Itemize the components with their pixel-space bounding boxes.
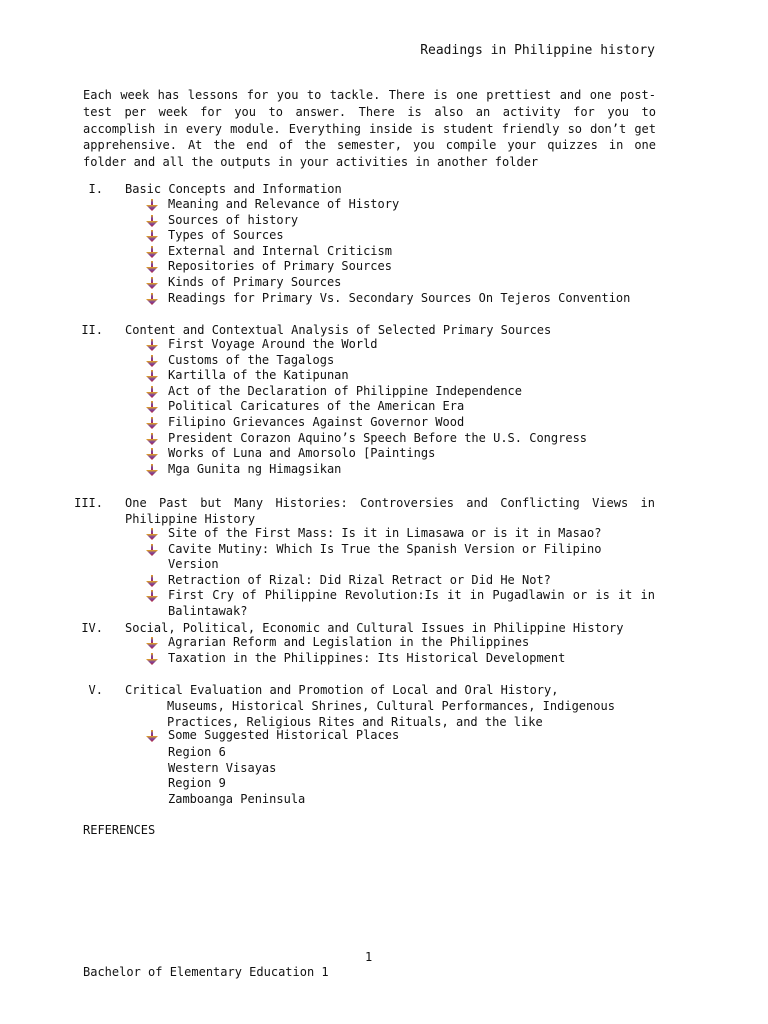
down-arrow-icon: [145, 246, 159, 258]
section-4-list: [145, 635, 655, 666]
section-5-list: [145, 728, 655, 744]
list-item: Mga Gunita ng Himagsikan: [145, 462, 655, 478]
down-arrow-icon: [145, 386, 159, 398]
down-arrow-icon: [145, 528, 159, 540]
section-number: III.: [74, 496, 103, 510]
list-item: Kartilla of the Katipunan: [145, 368, 655, 384]
place-line: Zamboanga Peninsula: [168, 791, 306, 806]
list-item: Act of the Declaration of Philippine Independence: [145, 384, 655, 400]
section-title: Critical Evaluation and Promotion of Local and Oral History, Museums, Historical Shrines, Cultural Performances, Indigenous Practices, Religious Rites and Rituals, and the like: [125, 683, 615, 729]
place-line: Western Visayas: [168, 760, 277, 775]
down-arrow-icon: [145, 417, 159, 429]
down-arrow-icon: [145, 370, 159, 382]
list-item: Agrarian Reform and Legislation in the Philippines: [145, 635, 655, 651]
intro-text: Each week has lessons for you to tackle. There is one prettiest and one post-test per week for you to answer. There is also an activity for you to accomplish in every module. Everything inside is student friendly so don’t get apprehensive. At the end of the semester, you compile your quizzes in one folder and all the outputs in your activities in another folder: [83, 88, 656, 170]
section-title: One Past but Many Histories: Controversies and Conflicting Views in Philippine History: [125, 496, 655, 526]
list-item: President Corazon Aquino’s Speech Before the U.S. Congress: [145, 431, 655, 447]
down-arrow-icon: [145, 339, 159, 351]
section-number: II.: [81, 323, 103, 337]
down-arrow-icon: [145, 464, 159, 476]
down-arrow-icon: [145, 355, 159, 367]
list-item: Repositories of Primary Sources: [145, 259, 655, 275]
section-3: [0, 495, 768, 618]
section-number: I.: [88, 182, 103, 196]
section-title: Content and Contextual Analysis of Selected Primary Sources: [125, 323, 552, 337]
list-item: Filipino Grievances Against Governor Wood: [145, 415, 655, 431]
down-arrow-icon: [145, 575, 159, 587]
section-3-list: [145, 526, 655, 620]
list-item: First Voyage Around the World: [145, 337, 655, 353]
list-item: Kinds of Primary Sources: [145, 275, 655, 291]
down-arrow-icon: [145, 199, 159, 211]
down-arrow-icon: [145, 653, 159, 665]
list-item: Meaning and Relevance of History: [145, 197, 655, 213]
list-item: Retraction of Rizal: Did Rizal Retract or Did He Not?: [145, 573, 655, 589]
list-item: External and Internal Criticism: [145, 244, 655, 260]
section-number: V.: [88, 683, 103, 697]
list-item: First Cry of Philippine Revolution:Is it in Pugadlawin or is it in Balintawak?: [145, 588, 655, 619]
list-item: Works of Luna and Amorsolo [Paintings: [145, 446, 655, 462]
intro-paragraph: [83, 87, 656, 171]
list-item: Some Suggested Historical Places: [145, 728, 655, 744]
section-title: Basic Concepts and Information: [125, 182, 342, 196]
section-title: Social, Political, Economic and Cultural Issues in Philippine History: [125, 621, 624, 635]
section-5: [0, 682, 768, 806]
list-item: Customs of the Tagalogs: [145, 353, 655, 369]
down-arrow-icon: [145, 277, 159, 289]
page-number: 1: [365, 950, 373, 964]
list-item: Site of the First Mass: Is it in Limasawa or is it in Masao?: [145, 526, 655, 542]
list-item: Types of Sources: [145, 228, 655, 244]
place-line: Region 9: [168, 776, 226, 791]
document-footer: Bachelor of Elementary Education 1: [83, 965, 329, 979]
down-arrow-icon: [145, 261, 159, 273]
section-1: [0, 181, 768, 305]
section-4: [0, 620, 768, 665]
down-arrow-icon: [145, 293, 159, 305]
section-number: IV.: [81, 621, 103, 635]
list-item: Cavite Mutiny: Which Is True the Spanish Version or Filipino Version: [145, 542, 655, 573]
down-arrow-icon: [145, 215, 159, 227]
references-heading: REFERENCES: [83, 823, 156, 837]
list-item: Taxation in the Philippines: Its Historical Development: [145, 651, 655, 667]
down-arrow-icon: [145, 433, 159, 445]
section-2: [0, 322, 768, 476]
down-arrow-icon: [145, 730, 159, 742]
section-2-list: [145, 337, 655, 477]
down-arrow-icon: [145, 544, 159, 556]
document-header: Readings in Philippine history: [420, 43, 655, 58]
section-1-list: [145, 197, 655, 306]
list-item: Sources of history: [145, 213, 655, 229]
list-item: Political Caricatures of the American Era: [145, 399, 655, 415]
historical-places-list: [168, 745, 305, 807]
place-line: Region 6: [168, 745, 226, 759]
down-arrow-icon: [145, 401, 159, 413]
down-arrow-icon: [145, 637, 159, 649]
down-arrow-icon: [145, 230, 159, 242]
list-item: Readings for Primary Vs. Secondary Sources On Tejeros Convention: [145, 291, 655, 307]
down-arrow-icon: [145, 590, 159, 602]
down-arrow-icon: [145, 448, 159, 460]
